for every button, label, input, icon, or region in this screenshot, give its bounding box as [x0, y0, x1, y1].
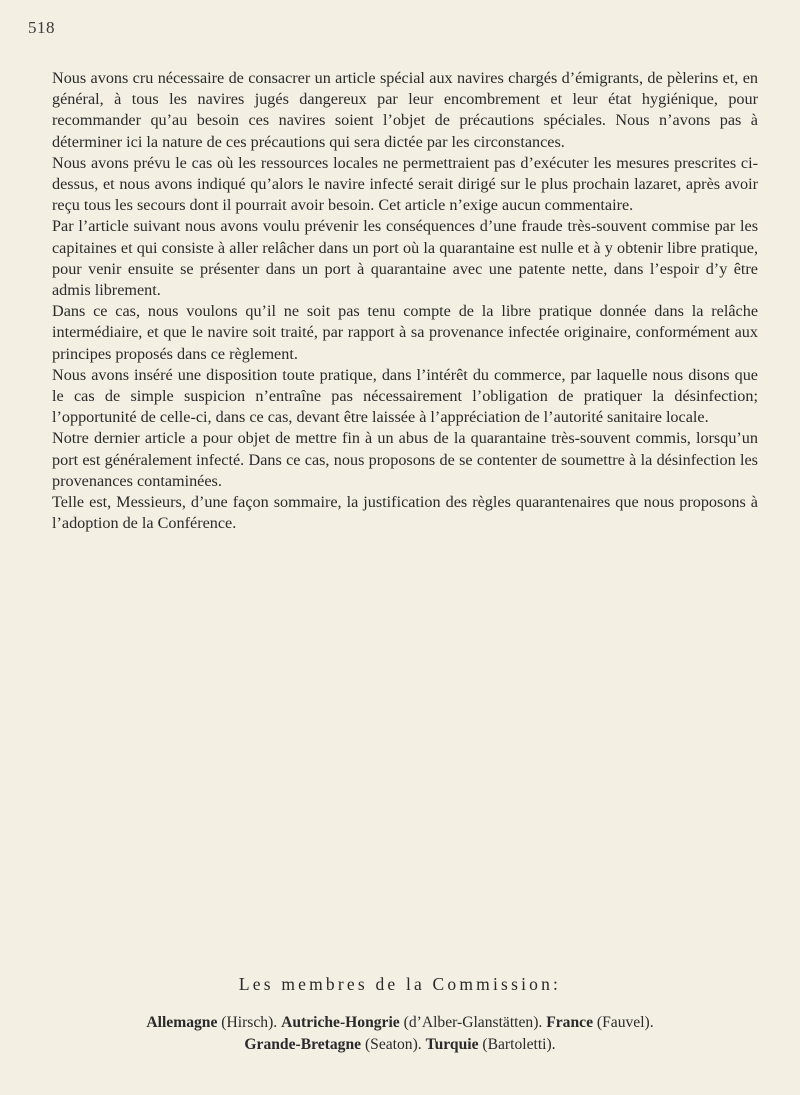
members-line-1: [0, 1012, 800, 1034]
paragraph-6: Notre dernier article a pour objet de mettre fin à un abus de la quarantaine très-souvent commis, lorsqu’un port est généralement infecté. Dans ce cas, nous proposons de se contenter de soumettre à la désinfection les provenances contaminées.: [52, 429, 758, 490]
member-country: France: [546, 1014, 593, 1031]
member-country: Autriche-Hongrie: [281, 1014, 400, 1031]
commission-members: [0, 1012, 800, 1056]
members-line-2: [0, 1034, 800, 1056]
page-number: 518: [28, 18, 55, 37]
member-person: (Seaton).: [364, 1036, 422, 1053]
body-text: [52, 68, 758, 534]
paragraph-3: Par l’article suivant nous avons voulu prévenir les conséquences d’une fraude très-souvent commise par les capitaines et qui consiste à aller relâcher dans un port où la quarantaine est nulle et à y obtenir libre pratique, pour venir ensuite se présenter dans un port à quarantaine avec une patente nette, dans l’espoir d’y être admis librement.: [52, 217, 758, 300]
member-person: (Fauvel).: [596, 1014, 654, 1031]
member-person: (Bartoletti).: [482, 1036, 556, 1053]
paragraph-5: Nous avons inséré une disposition toute pratique, dans l’intérêt du commerce, par laquelle nous disons que le cas de simple suspicion n’entraîne pas nécessairement l’obligation de pratiquer la désinfection; l’opportunité de celle-ci, dans ce cas, devant être laissée à l’appréciation de l’autorité sanitaire locale.: [52, 365, 758, 427]
member-country: Grande-Bretagne: [244, 1036, 362, 1053]
member-person: (Hirsch).: [221, 1014, 278, 1031]
member-person: (d’Alber-Glanstätten).: [403, 1014, 543, 1031]
member-country: Turquie: [425, 1036, 479, 1053]
paragraph-4: Dans ce cas, nous voulons qu’il ne soit pas tenu compte de la libre pratique donnée dans la relâche intermédiaire, et que le navire soit traité, par rapport à sa provenance infectée originaire, conformément aux principes proposés dans ce règlement.: [52, 302, 758, 363]
member-country: Allemagne: [146, 1014, 218, 1031]
paragraph-2: Nous avons prévu le cas où les ressources locales ne permettraient pas d’exécuter les mesures prescrites ci-dessus, et nous avons indiqué qu’alors le navire infecté serait dirigé sur le plus prochain lazaret, après avoir reçu tous les secours dont il pourrait avoir besoin. Cet article n’exige aucun commentaire.: [52, 153, 758, 215]
paragraph-1: Nous avons cru nécessaire de consacrer un article spécial aux navires chargés d’émigrants, de pèlerins et, en général, à tous les navires jugés dangereux par leur encombrement et leur état hygiénique, pour recommander qu’au besoin ces navires soient l’objet de précautions spéciales. Nous n’avons pas à déterminer ici la nature de ces précautions qui sera dictée par les circonstances.: [52, 69, 758, 151]
signature-heading: Les membres de la Commission:: [238, 974, 562, 994]
paragraph-7: Telle est, Messieurs, d’une façon sommaire, la justification des règles quarantenaires que nous proposons à l’adoption de la Conférence.: [52, 493, 758, 533]
